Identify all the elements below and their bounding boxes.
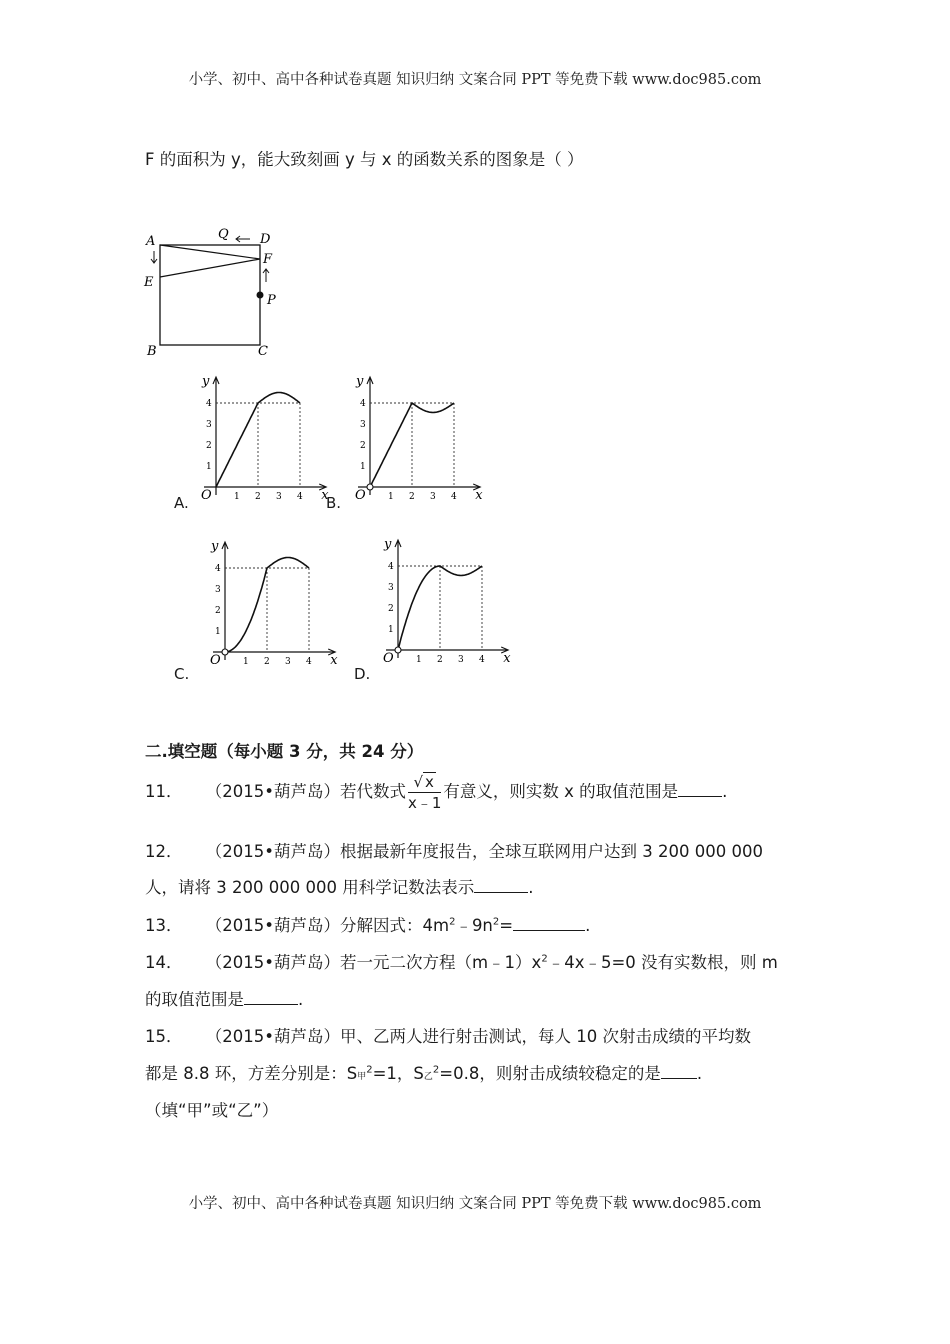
q12-number: 12． [145, 842, 183, 861]
x-tick-label: 4 [297, 492, 303, 502]
question-11 [145, 772, 727, 813]
point-p [257, 292, 264, 299]
y-axis-label: y [384, 537, 392, 552]
y-tick-label: 4 [360, 399, 366, 409]
q15-l2a: 都是 8.8 环，方差分别是：S [145, 1064, 358, 1083]
q15-l2b: =1，S [372, 1064, 424, 1083]
q12-line1: 根据最新年度报告，全球互联网用户达到 3 200 000 000 [339, 842, 763, 861]
x-tick-label: 3 [276, 492, 282, 502]
question-15-line2 [145, 1060, 702, 1084]
q14-source: （2015•葫芦岛） [205, 953, 340, 972]
option-d-label: D. [354, 665, 371, 683]
y-tick-label: 4 [215, 564, 221, 574]
q14-end: . [298, 990, 304, 1009]
q11-pre: 若代数式 [339, 782, 406, 801]
segment-ef [160, 259, 260, 277]
question-15-line1 [145, 1023, 751, 1047]
y-tick-label: 1 [360, 462, 366, 472]
option-b-label: B. [326, 494, 342, 512]
label-a: A [146, 234, 156, 249]
q13-mid: ﹣9n [455, 916, 493, 935]
q15-number: 15． [145, 1027, 183, 1046]
label-c: C [258, 344, 268, 359]
x-axis-label: x [503, 651, 511, 665]
q13-number: 13． [145, 916, 183, 935]
q13-exp1: 2 [449, 916, 456, 928]
q13-pre: 分解因式：4m [339, 916, 450, 935]
origin-label: O [383, 651, 394, 665]
question-14-line2 [145, 986, 303, 1010]
q12-answer-blank[interactable] [474, 876, 528, 893]
x-tick-label: 1 [234, 492, 240, 502]
q13-post: = [499, 916, 514, 935]
y-axis-label: y [356, 374, 364, 389]
x-tick-label: 3 [430, 492, 436, 502]
x-tick-label: 1 [243, 657, 249, 667]
open-origin-point [395, 647, 401, 653]
origin-label: O [210, 653, 221, 667]
q15-end: . [696, 1064, 703, 1083]
q14-answer-blank[interactable] [244, 988, 298, 1005]
q15-sup1: 2 [366, 1064, 373, 1076]
y-tick-label: 3 [360, 420, 366, 430]
x-axis-label: x [475, 488, 483, 502]
x-tick-label: 2 [264, 657, 270, 667]
page-header: 小学、初中、高中各种试卷真题 知识归纳 文案合同 PPT 等免费下载 www.doc985.com [188, 72, 762, 88]
q15-line1: 甲、乙两人进行射击测试，每人 10 次射击成绩的平均数 [339, 1027, 751, 1046]
q14-number: 14． [145, 953, 183, 972]
q13-source: （2015•葫芦岛） [205, 916, 340, 935]
x-tick-label: 3 [285, 657, 291, 667]
y-tick-label: 2 [206, 441, 212, 451]
q11-number: 11． [145, 782, 183, 801]
q13-answer-blank[interactable] [513, 914, 585, 931]
y-tick-label: 4 [388, 562, 394, 572]
label-f: F [263, 252, 273, 267]
graph-option-b [350, 372, 490, 502]
y-tick-label: 1 [388, 625, 394, 635]
origin-label: O [355, 488, 366, 502]
q14-pre: 若一元二次方程（m﹣1）x [339, 953, 542, 972]
x-tick-label: 2 [255, 492, 261, 502]
y-tick-label: 3 [206, 420, 212, 430]
q11-source: （2015•葫芦岛） [205, 782, 340, 801]
y-tick-label: 2 [215, 606, 221, 616]
q15-sup2: 2 [432, 1064, 440, 1076]
x-tick-label: 3 [458, 655, 464, 665]
question-12-line1 [145, 838, 763, 862]
label-b: B [147, 344, 157, 359]
label-q: Q [218, 227, 229, 242]
x-tick-label: 2 [437, 655, 443, 665]
q13-end: . [585, 916, 591, 935]
y-tick-label: 2 [360, 441, 366, 451]
square-figure [140, 222, 290, 362]
sqrt-icon: √ x [413, 773, 434, 791]
q11-end: . [722, 782, 728, 801]
y-tick-label: 4 [206, 399, 212, 409]
arrow-e-icon [151, 251, 157, 263]
question-13 [145, 912, 590, 936]
q15-l2c: =0.8，则射击成绩较稳定的是 [439, 1064, 661, 1083]
arrow-q-icon [236, 236, 250, 242]
q15-answer-blank[interactable] [661, 1062, 697, 1079]
q15-sub1: 甲 [357, 1072, 367, 1082]
segment-af [160, 245, 260, 259]
x-axis-label: x [321, 488, 329, 502]
q11-answer-blank[interactable] [678, 780, 722, 797]
option-c-label: C. [174, 665, 190, 683]
q12-end: . [528, 878, 534, 897]
q14-line2: 的取值范围是 [145, 990, 244, 1009]
y-tick-label: 1 [215, 627, 221, 637]
q13-exp2: 2 [492, 916, 500, 928]
y-axis-label: y [202, 374, 210, 389]
q11-post: 有意义，则实数 x 的取值范围是 [443, 782, 679, 801]
option-a-label: A. [174, 494, 189, 512]
x-tick-label: 2 [409, 492, 415, 502]
label-e: E [144, 275, 154, 290]
x-axis-label: x [330, 653, 338, 667]
label-d: D [260, 232, 271, 247]
q11-fraction [408, 772, 441, 813]
x-tick-label: 4 [479, 655, 485, 665]
x-tick-label: 4 [306, 657, 312, 667]
x-tick-label: 4 [451, 492, 457, 502]
q15-source: （2015•葫芦岛） [205, 1027, 340, 1046]
graph-option-a [196, 372, 336, 502]
question-12-line2 [145, 874, 533, 898]
q15-sub2: 乙 [423, 1072, 433, 1082]
q10-continuation: F 的面积为 y，能大致刻画 y 与 x 的函数关系的图象是（ ） [145, 150, 584, 169]
open-origin-point [367, 484, 373, 490]
y-tick-label: 3 [388, 583, 394, 593]
page-footer: 小学、初中、高中各种试卷真题 知识归纳 文案合同 PPT 等免费下载 www.doc985.com [188, 1196, 762, 1212]
origin-label: O [201, 488, 212, 502]
q14-exp: 2 [541, 953, 548, 965]
x-tick-label: 1 [388, 492, 394, 502]
question-14-line1 [145, 949, 778, 973]
section-2-title: 二.填空题（每小题 3 分，共 24 分） [145, 742, 424, 761]
x-tick-label: 1 [416, 655, 422, 665]
y-tick-label: 3 [215, 585, 221, 595]
y-tick-label: 1 [206, 462, 212, 472]
question-15-line3: （填“甲”或“乙”） [145, 1101, 279, 1120]
open-origin-point [222, 649, 228, 655]
square-abcd [160, 245, 260, 345]
arrow-p-icon [263, 269, 269, 282]
y-tick-label: 2 [388, 604, 394, 614]
label-p: P [267, 293, 276, 308]
q12-source: （2015•葫芦岛） [205, 842, 340, 861]
y-axis-label: y [211, 539, 219, 554]
q12-line2: 人，请将 3 200 000 000 用科学记数法表示 [145, 878, 475, 897]
graph-option-d [378, 535, 518, 665]
q11-denominator: x﹣1 [407, 794, 442, 812]
graph-option-c [205, 537, 345, 667]
q14-post: ﹣4x﹣5=0 没有实数根，则 m [547, 953, 778, 972]
